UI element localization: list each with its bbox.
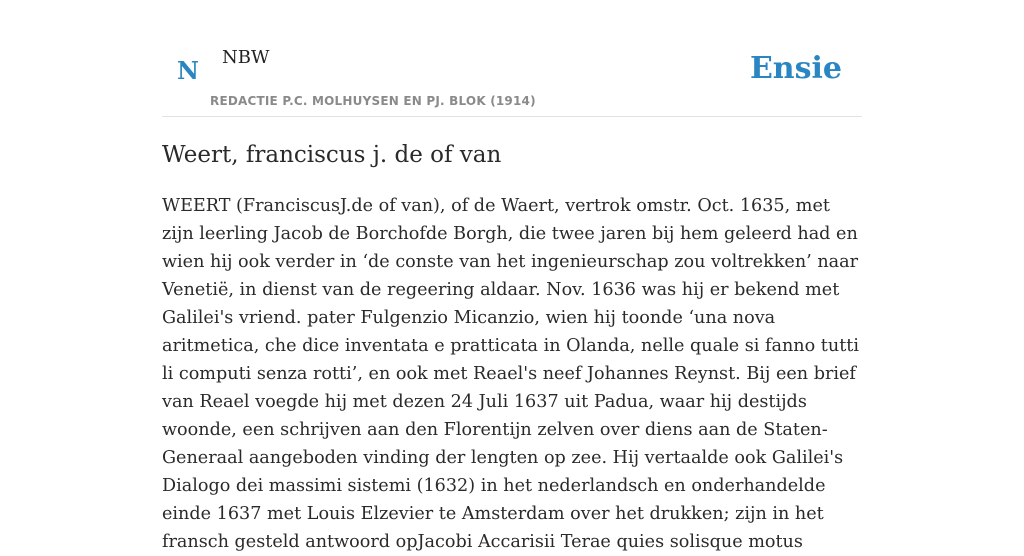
source-logo[interactable]: N xyxy=(177,56,199,85)
article-title: Weert, franciscus j. de of van xyxy=(162,142,502,168)
source-name[interactable]: NBW xyxy=(222,47,270,68)
source-header xyxy=(162,0,862,117)
brand-logo[interactable]: Ensie xyxy=(749,51,842,86)
article-body: WEERT (FranciscusJ.de of van), of de Waert, vertrok omstr. Oct. 1635, met zijn leerling Jacob de Borchofde Borgh, die twee jaren bij hem geleerd had en wien hij ook verder in ‘de conste van het ingenieurschap zou voltrekken’ naar Venetië, in dienst van de regeering aldaar. Nov. 1636 was hij er bekend met Galilei's vriend. pater Fulgenzio Micanzio, wien hij toonde ‘una nova aritmetica, che dice inventata e pratticata in Olanda, nelle quale si fanno tutti li computi senza rotti’, en ook met Reael's neef Johannes Reynst. Bij een brief van Reael voegde hij met dezen 24 Juli 1637 uit Padua, waar hij destijds woonde, een schrijven aan den Florentijn zelven over diens aan de Staten-Generaal aangeboden vinding der lengten op zee. Hij vertaalde ook Galilei's Dialogo dei massimi sistemi (1632) in het nederlandsch en onderhandelde einde 1637 met Louis Elzevier te Amsterdam over het drukken; zijn in het fransch gesteld antwoord opJacobi Accarisii Terae quies solisque motus xyxy=(162,196,859,552)
source-editors: REDACTIE P.C. MOLHUYSEN EN PJ. BLOK (1914) xyxy=(210,94,536,108)
